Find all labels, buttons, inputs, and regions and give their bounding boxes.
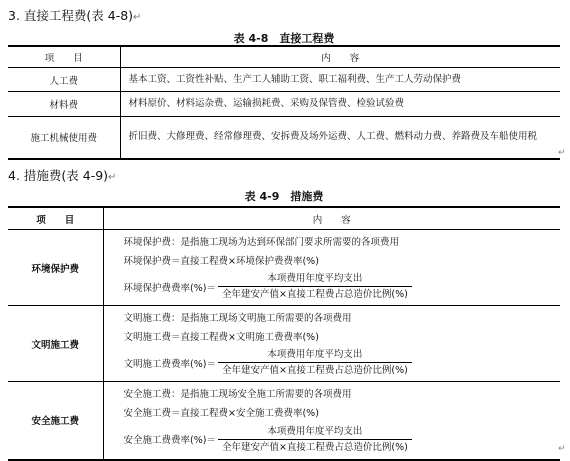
fraction — [218, 425, 412, 454]
row-item: 施工机械使用费 — [8, 117, 120, 159]
table-header-row — [8, 207, 560, 230]
row-content: 基本工资、工资性补贴、生产工人辅助工资、职工福利费、生产工人劳动保护费 — [120, 68, 560, 92]
formula-text: 环境保护费＝直接工程费×环境保护费费率(%) — [123, 255, 319, 267]
row-item: 材料费 — [8, 92, 120, 117]
row-item: 环境保护费 — [8, 230, 103, 306]
table-4-8 — [8, 45, 560, 160]
rate-label: 环境保护费费率(%)＝ — [123, 282, 216, 294]
row-content: 材料原价、材料运杂费、运输损耗费、采购及保管费、检验试验费 — [120, 92, 560, 117]
fraction-numerator: 本项费用年度平均支出 — [267, 349, 363, 360]
table-4-8-end-mark: ↵ — [558, 148, 566, 158]
formula-text: 安全施工费＝直接工程费×安全施工费费率(%) — [123, 408, 319, 420]
definition-text: 文明施工费：是指施工现场文明施工所需要的各项费用 — [123, 312, 352, 324]
table-row — [8, 92, 560, 117]
row-content: 折旧费、大修理费、经常修理费、安拆费及场外运费、人工费、燃料动力费、养路费及车船使用税 — [120, 117, 560, 159]
table-row — [8, 68, 560, 92]
paragraph-mark: ↵ — [108, 172, 117, 183]
rate-label: 文明施工费费率(%)＝ — [123, 358, 216, 370]
fraction-denominator: 全年建安产值×直接工程费占总造价比例(%) — [218, 286, 412, 301]
table-4-9-caption: 表 4-9 措施费 — [244, 190, 324, 203]
row-content — [103, 306, 560, 382]
section-3-heading-text: 3. 直接工程费(表 4-8) — [8, 8, 134, 23]
table-row — [8, 306, 560, 382]
table-4-9-end-mark: ↵ — [558, 444, 566, 454]
row-item: 安全施工费 — [8, 382, 103, 460]
header-item: 项 目 — [8, 207, 103, 230]
row-item: 人工费 — [8, 68, 120, 92]
section-3-heading — [8, 6, 141, 24]
row-content — [103, 382, 560, 460]
table-4-9 — [8, 206, 560, 461]
fraction-numerator: 本项费用年度平均支出 — [267, 425, 363, 437]
fraction-denominator: 全年建安产值×直接工程费占总造价比例(%) — [218, 439, 412, 454]
formula-text: 文明施工费＝直接工程费×文明施工费费率(%) — [123, 331, 319, 343]
definition-text: 环境保护费：是指施工现场为达到环保部门要求所需要的各项费用 — [123, 236, 400, 248]
table-4-8-caption: 表 4-8 直接工程费 — [233, 32, 335, 45]
header-content: 内 容 — [120, 46, 560, 68]
fraction-numerator: 本项费用年度平均支出 — [267, 273, 363, 284]
table-row — [8, 382, 560, 460]
rate-label: 安全施工费费率(%)＝ — [123, 435, 216, 447]
row-item: 文明施工费 — [8, 306, 103, 382]
row-content — [103, 230, 560, 306]
table-header-row — [8, 46, 560, 68]
fraction-denominator: 全年建安产值×直接工程费占总造价比例(%) — [218, 362, 412, 377]
definition-text: 安全施工费：是指施工现场安全施工所需要的各项费用 — [123, 389, 352, 401]
rate-formula — [124, 271, 561, 303]
section-4-heading — [8, 166, 116, 184]
rate-formula — [124, 347, 561, 379]
paragraph-mark: ↵ — [133, 12, 142, 23]
table-row — [8, 230, 560, 306]
section-4-heading-text: 4. 措施费(表 4-9) — [8, 168, 109, 183]
table-row — [8, 117, 560, 159]
header-content: 内 容 — [103, 207, 560, 230]
fraction — [218, 348, 412, 377]
rate-formula — [124, 423, 561, 455]
header-item: 项 目 — [8, 46, 120, 68]
fraction — [218, 272, 412, 301]
